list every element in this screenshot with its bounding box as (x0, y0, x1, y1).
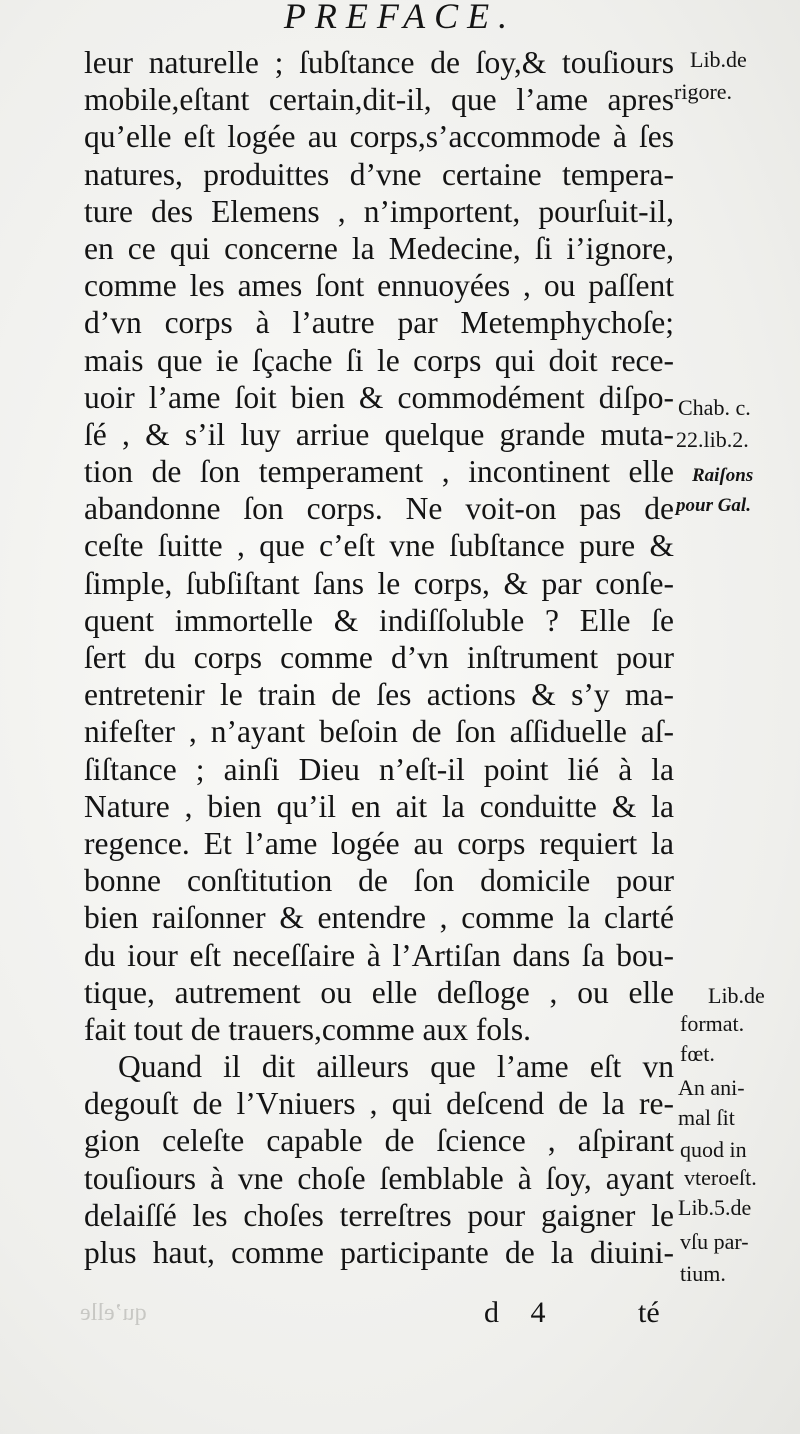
margin-note: quod in (680, 1137, 747, 1162)
text-line: ceſte ſuitte , que c’eſt vne ſubſtance pure & (84, 528, 674, 564)
text-line: ſiſtance ; ainſi Dieu n’eſt-il point lié à la (84, 751, 674, 787)
text-line: plus haut, comme participante de la diuini- (84, 1235, 674, 1270)
text-line: d’vn corps à l’autre par Metemphychoſe; (84, 305, 674, 341)
margin-note: Chab. c. (678, 395, 751, 420)
margin-note: tium. (680, 1261, 726, 1286)
text-line: entretenir le train de ſes actions & s’y ma- (84, 677, 674, 713)
text-line: ture des Elemens , n’importent, pourſuit-il, (84, 193, 674, 229)
text-line: ſert du corps comme d’vn inſtrument pour (84, 640, 674, 675)
margin-note: fœt. (680, 1041, 715, 1066)
text-line: nifeſter , n’ayant beſoin de ſon aſſiduelle aſ- (84, 714, 674, 750)
text-line: mais que ie ſçache ſi le corps qui doit rece- (84, 342, 674, 378)
text-line: gion celeſte capable de ſcience , aſpirant (84, 1123, 674, 1159)
text-line: delaiſſé les choſes terreſtres pour gaigner le (84, 1197, 674, 1233)
text-line: touſiours à vne choſe ſemblable à ſoy, ayant (84, 1160, 674, 1196)
text-line: degouſt de l’Vniuers , qui deſcend de la re- (84, 1086, 674, 1122)
text-line: uoir l’ame ſoit bien & commodément diſpo- (84, 379, 674, 415)
margin-note: pour Gal. (676, 495, 751, 516)
margin-note: An ani- (678, 1075, 745, 1100)
text-line: natures, produittes d’vne certaine tempera- (84, 156, 674, 192)
text-line: bonne conſtitution de ſon domicile pour (84, 863, 674, 899)
text-line: tion de ſon temperament , incontinent elle (84, 454, 674, 490)
text-line: qu’elle eſt logée au corps,s’accommode à ſes (84, 119, 674, 155)
paragraph-first-line: Quand il dit ailleurs que l’ame eſt vn (118, 1049, 674, 1085)
text-line: mobile,eſtant certain,dit-il, que l’ame apres (84, 82, 674, 118)
text-line: bien raiſonner & entendre , comme la clarté (84, 900, 674, 936)
show-through-text: qu’elle (80, 1300, 147, 1326)
text-line: ſé , & s’il luy arriue quelque grande muta- (84, 416, 674, 452)
text-line: du iour eſt neceſſaire à l’Artiſan dans ſa bou- (84, 937, 674, 973)
catchword: té (638, 1296, 660, 1329)
text-line: en ce qui concerne la Medecine, ſi i’ignore, (84, 230, 674, 266)
margin-note: rigore. (674, 79, 733, 104)
text-line: leur naturelle ; ſubſtance de ſoy,& touſiours (84, 45, 674, 80)
running-title: PREFACE. (283, 0, 517, 36)
signature-mark: d 4 (484, 1296, 558, 1329)
text-line: abandonne ſon corps. Ne voit-on pas de (84, 491, 674, 527)
text-line: fait tout de trauers,comme aux fols. (84, 1011, 531, 1047)
text-line: comme les ames ſont ennuoyées , ou paſſent (84, 268, 674, 304)
text-line: tique, autrement ou elle deſloge , ou elle (84, 974, 674, 1010)
margin-note: Lib.5.de (678, 1195, 752, 1220)
margin-note: Raiſons (692, 465, 754, 486)
margin-note: vteroeſt. (684, 1165, 757, 1190)
text-line: quent immortelle & indiſſoluble ? Elle ſe (84, 602, 674, 638)
text-line: regence. Et l’ame logée au corps requiert la (84, 825, 674, 861)
margin-note: Lib.de (690, 47, 747, 72)
margin-note: vſu par- (680, 1229, 749, 1254)
margin-note: mal ſit (678, 1105, 735, 1130)
margin-note: 22.lib.2. (676, 427, 749, 452)
margin-note: Lib.de (708, 983, 765, 1008)
page-footer (0, 1296, 800, 1336)
text-line: ſimple, ſubſiſtant ſans le corps, & par conſe- (84, 565, 674, 601)
main-text-block (84, 44, 674, 1271)
text-line: Nature , bien qu’il en ait la conduitte & la (84, 788, 674, 824)
margin-note: format. (680, 1011, 745, 1036)
